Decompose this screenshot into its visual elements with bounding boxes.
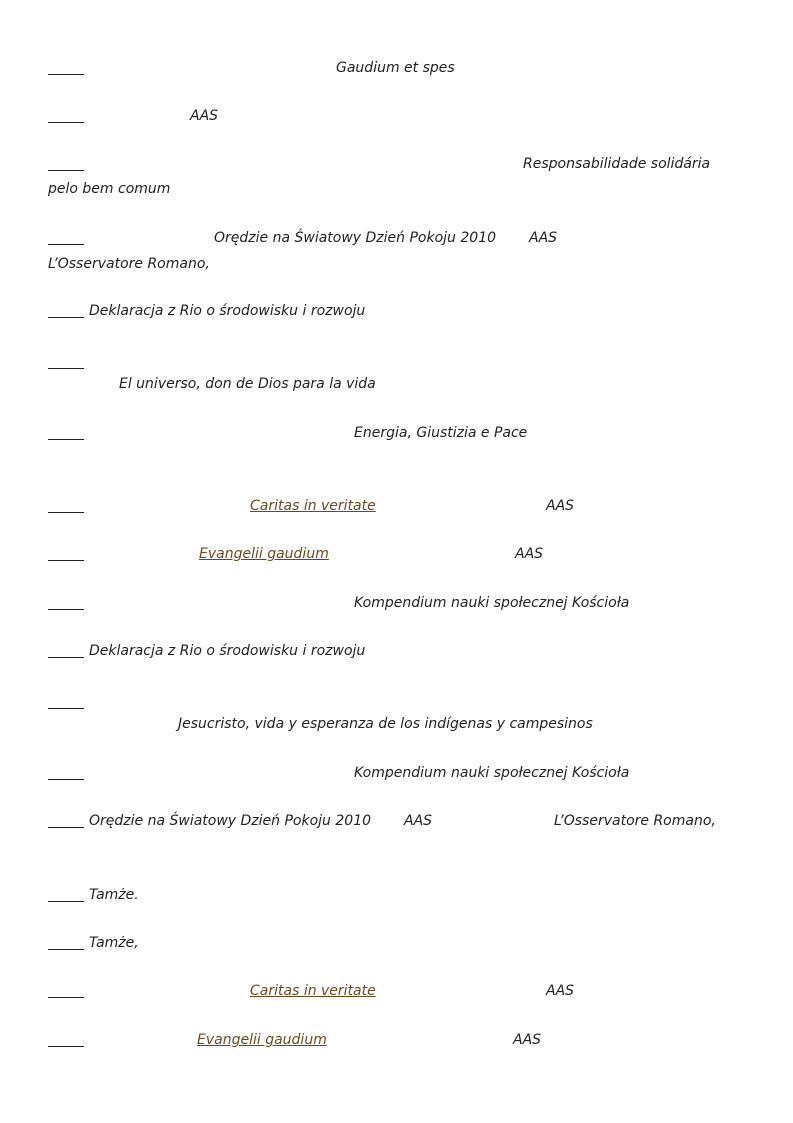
journal-abbrev: AAS [529,230,558,246]
cited-title: Deklaracja z Rio o środowisku i rozwoju [89,643,366,659]
footnote-line [48,1030,748,1050]
footnote-line [48,58,748,78]
journal-abbrev: AAS [190,108,219,124]
footnote-line [48,496,748,516]
journal-abbrev: AAS [546,498,575,514]
footnote-marker [48,352,84,369]
footnote-marker [48,154,84,171]
footnote-line [48,885,748,905]
footnote-marker [48,1030,84,1047]
footnote-continuation: El universo, don de Dios para la vida [119,376,376,392]
cited-title: Kompendium nauki społecznej Kościoła [354,765,630,781]
cited-title-link[interactable]: Caritas in veritate [250,983,376,999]
footnote-marker [48,933,84,950]
footnote-line [48,981,748,1001]
footnote-marker [48,981,84,998]
cited-title: Orędzie na Światowy Dzień Pokoju 2010 [89,813,372,829]
cited-title-link[interactable]: Evangelii gaudium [197,1032,327,1048]
footnote-line [48,154,748,174]
footnote-marker [48,228,84,245]
footnote-line [48,352,748,372]
newspaper-title: L’Osservatore Romano, [554,813,716,829]
journal-abbrev: AAS [546,983,575,999]
cited-title-link[interactable]: Evangelii gaudium [199,546,329,562]
footnote-line [48,544,748,564]
footnote-line [48,228,748,248]
cited-title: Deklaracja z Rio o środowisku i rozwoju [89,303,366,319]
footnote-line [48,641,748,661]
footnote-marker [48,58,84,75]
footnote-continuation: Jesucristo, vida y esperanza de los indígenas y campesinos [178,716,593,732]
cited-title: Energia, Giustizia e Pace [354,425,528,441]
footnote-marker [48,544,84,561]
footnote-marker [48,496,84,513]
footnote-continuation: L’Osservatore Romano, [48,256,210,272]
footnote-line [48,811,748,831]
journal-abbrev: AAS [513,1032,542,1048]
journal-abbrev: AAS [515,546,544,562]
footnote-marker [48,593,84,610]
footnote-marker [48,692,84,709]
footnote-line [48,301,748,321]
footnote-marker [48,641,84,658]
ibid-text: Tamże. [89,887,139,903]
footnote-marker [48,106,84,123]
footnote-line [48,692,748,712]
footnote-marker [48,301,84,318]
footnote-marker [48,811,84,828]
journal-abbrev: AAS [404,813,433,829]
footnote-marker [48,763,84,780]
cited-title-link[interactable]: Caritas in veritate [250,498,376,514]
footnote-marker [48,885,84,902]
cited-title: Kompendium nauki społecznej Kościoła [354,595,630,611]
footnote-line [48,593,748,613]
footnote-line [48,763,748,783]
footnote-line [48,423,748,443]
footnote-marker [48,423,84,440]
footnote-continuation: pelo bem comum [48,181,171,197]
cited-title: Gaudium et spes [336,60,455,76]
cited-title: Orędzie na Światowy Dzień Pokoju 2010 [214,230,497,246]
footnote-line [48,106,748,126]
footnote-line [48,933,748,953]
ibid-text: Tamże, [89,935,139,951]
cited-title: Responsabilidade solidária [523,156,711,172]
